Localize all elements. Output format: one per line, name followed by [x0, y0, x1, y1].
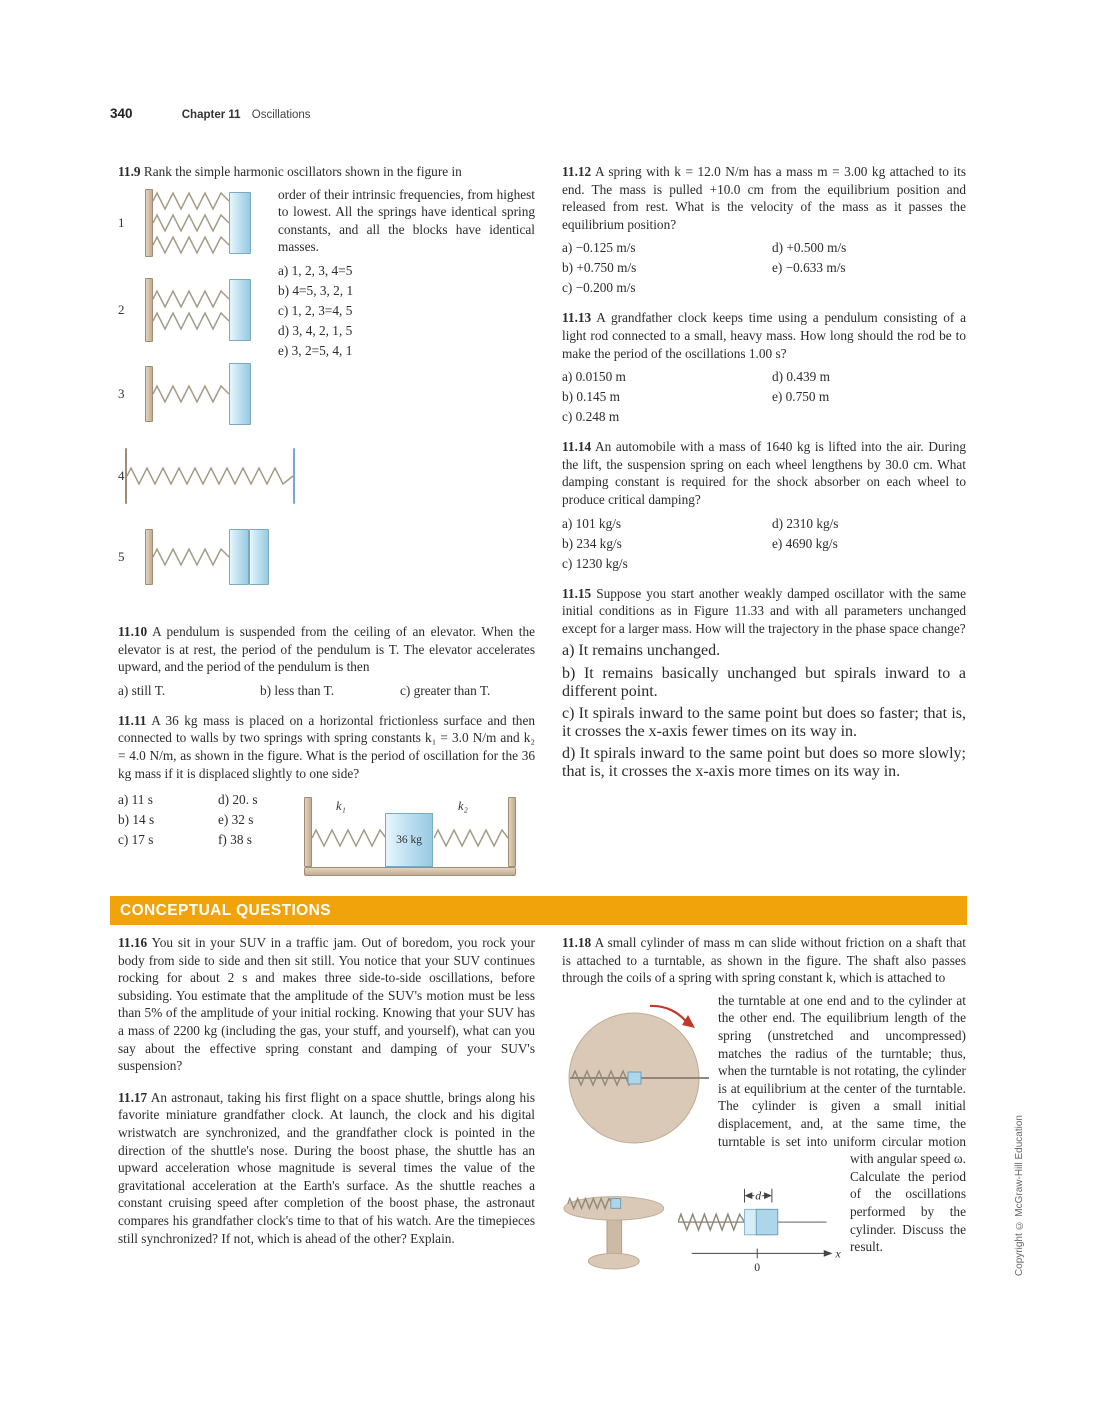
- problem-text: You sit in your SUV in a traffic jam. Out of boredom, you rock your body from side to side and then sit still. You notice that your SUV continues rocking for about 2 s and makes three side-to-side oscillations, before subsiding. You estimate that the amplitude of the SUV's motion must be less than 5% of the amplitude of your initial rocking. Knowing that your SUV has a mass of 2200 kg (including the gas, your stuff, and yourself), what can you say about the effective spring constant and damping of your SUV's suspension?: [118, 935, 535, 1074]
- problem-11-18: [562, 934, 966, 1280]
- oscillator-1: [118, 189, 278, 257]
- problem-number: 11.12: [562, 164, 592, 179]
- choice: c) 0.248 m: [562, 409, 620, 425]
- pedestal-base: [588, 1253, 639, 1269]
- oscillator-label: 5: [118, 549, 125, 564]
- spring: [153, 310, 229, 332]
- problem-number: 11.10: [118, 624, 148, 639]
- choice: b) +0.750 m/s: [562, 260, 637, 276]
- problem-body: [118, 934, 535, 1075]
- problem-number: 11.15: [562, 585, 592, 601]
- copyright-notice: Copyright © McGraw-Hill Education: [1014, 1115, 1025, 1277]
- turntable-top-view: [562, 994, 712, 1150]
- choice: c) greater than T.: [400, 682, 491, 698]
- mass-block: [229, 363, 251, 425]
- spring: [153, 288, 229, 310]
- spring-group: [127, 465, 293, 487]
- wall: [145, 189, 153, 257]
- oscillator-label: 1: [118, 215, 125, 230]
- problem-11-17: [118, 1089, 535, 1247]
- figure-11-9: [118, 189, 278, 608]
- figure-11-11: [304, 787, 516, 881]
- choice: a) −0.125 m/s: [562, 240, 636, 256]
- choice: c) It spirals inward to the same point but does so faster; that is, it crosses the x-axis fewer times on its way in.: [562, 705, 966, 740]
- conceptual-left-column: [118, 934, 535, 1258]
- problem-body: [562, 438, 966, 508]
- figure-turntable-top-view: [562, 994, 712, 1152]
- origin-label: 0: [753, 1260, 760, 1274]
- choice: c) 1, 2, 3=4, 5: [278, 302, 353, 318]
- problem-number: 11.17: [118, 1089, 148, 1105]
- problem-text: A small cylinder of mass m can slide without friction on a shaft that is attached to a turntable, as shown in the figure. The shaft also passes through the coils of a spring with spring constant k, which is attached to: [562, 935, 966, 986]
- spring-group: [153, 546, 229, 568]
- problem-text: order of their intrinsic frequencies, from highest to lowest. All the springs have identical spring constants, and all the blocks have identical masses.: [278, 186, 535, 255]
- spring: [153, 212, 229, 234]
- oscillator-label: 2: [118, 302, 125, 317]
- spring: [127, 465, 293, 487]
- choice: a) 1, 2, 3, 4=5: [278, 262, 353, 278]
- mass-block: [385, 813, 433, 867]
- spring-group: [153, 288, 229, 332]
- problem-11-9: [118, 163, 535, 612]
- mass-block: [293, 448, 295, 504]
- spring-constant-label-k1: k₁: [336, 799, 346, 814]
- choice: a) 11 s: [118, 792, 153, 808]
- spring: [153, 190, 229, 212]
- choice: d) +0.500 m/s: [772, 240, 847, 256]
- choices: [562, 642, 966, 780]
- choice: c) 17 s: [118, 832, 154, 848]
- choice: e) 4690 kg/s: [772, 535, 838, 551]
- choice: d) 2310 kg/s: [772, 515, 839, 531]
- dimension-arrowhead-icon: [744, 1192, 752, 1199]
- problem-11-16: [118, 934, 535, 1075]
- right-column: [562, 163, 966, 791]
- choice: b) It remains basically unchanged but spirals inward to a different point.: [562, 664, 966, 700]
- problem-number: 11.18: [562, 935, 592, 950]
- choice: a) 0.0150 m: [562, 369, 626, 385]
- problem-text: An astronaut, taking his first flight on a space shuttle, brings along his favorite miniature grandfather clock. At launch, the clock and his digital wristwatch are synchronized, and the grandfather clock is pointed in the direction of the shuttle's nose. During the boost phase, the shuttle has an upward acceleration whose magnitude is several times the value of the gravitational acceleration at the Earth's surface. As the shuttle reaches a constant cruising speed after completion of the boost phase, the astronaut compares his grandfather clock's time to that of his watch. Are the timepieces still synchronized? If not, which is ahead of the other? Explain.: [118, 1089, 535, 1246]
- problem-body: [562, 163, 966, 233]
- problem-11-12: [562, 163, 966, 298]
- oscillator-label: 4: [118, 468, 125, 483]
- spring: [434, 827, 508, 849]
- problem-body: [562, 585, 966, 638]
- choice: e) −0.633 m/s: [772, 260, 846, 276]
- oscillator-label: 3: [118, 386, 125, 401]
- problem-text: the turntable at one end and to the cylinder at the other end. The equilibrium length of the spring (unstretched and uncompressed) matches the radius of the turntable; thus, when the turntable is not rotating, the cylinder is at equilibrium at the center of the turntable. The cylinder is given a small initial displacement, and, at the same time, the turntable is set into uniform circular motion with angular speed ω. Calculate the period of the oscillations performed by the cylinder. Discuss the result.: [718, 992, 966, 1255]
- spring-group: [153, 190, 229, 256]
- choice: d) It spirals inward to the same point but does so more slowly; that is, it crosses the x-axis more times on its way in.: [562, 745, 966, 780]
- choice: c) 1230 kg/s: [562, 555, 628, 571]
- left-column: [118, 163, 535, 892]
- choice: b) 14 s: [118, 812, 155, 828]
- choices: [118, 681, 535, 701]
- displacement-detail-view: [678, 1176, 842, 1276]
- axis-arrowhead-icon: [823, 1250, 832, 1257]
- problem-11-11: [118, 712, 535, 881]
- cylinder: [611, 1198, 621, 1208]
- wall: [145, 278, 153, 342]
- problem-text: A 36 kg mass is placed on a horizontal frictionless surface and then connected to walls by two springs with spring constants k₁ = 3.0 N/m and k₂ = 4.0 N/m, as shown in the figure. What is the period of oscillation for the 36 kg mass if it is displaced slightly to one side?: [118, 712, 535, 781]
- problem-body: [562, 309, 966, 362]
- page-header: [110, 106, 311, 121]
- problem-11-14: [562, 438, 966, 573]
- choices: [562, 514, 966, 574]
- problem-intro: [118, 163, 535, 181]
- cylinder: [628, 1072, 641, 1084]
- spring-group: [153, 383, 229, 405]
- problem-number: 11.13: [562, 310, 592, 326]
- turntable-side-view: [562, 1172, 666, 1276]
- problem-11-10: [118, 623, 535, 701]
- problem-number: 11.11: [118, 712, 147, 728]
- conceptual-right-column: [562, 934, 966, 1291]
- mass-block: [249, 529, 269, 585]
- problem-number: 11.16: [118, 935, 148, 950]
- chapter-label: Chapter 11: [181, 109, 241, 121]
- choice: a) still T.: [118, 682, 166, 698]
- problem-number: 11.9: [118, 164, 141, 179]
- spring: [153, 383, 229, 405]
- choice: e) 32 s: [218, 812, 254, 828]
- spring: [153, 546, 229, 568]
- problem-body: [118, 623, 535, 676]
- choice: b) 4=5, 3, 2, 1: [278, 282, 354, 298]
- choice: b) 0.145 m: [562, 389, 620, 405]
- mass-label: 36 kg: [396, 834, 422, 847]
- problem-body: [118, 1089, 535, 1247]
- choices: [562, 367, 966, 427]
- mass-block: [229, 279, 251, 341]
- problem-body: [118, 712, 535, 782]
- mass-block: [229, 529, 249, 585]
- spring: [312, 827, 386, 849]
- choice: d) 0.439 m: [772, 369, 830, 385]
- choices-and-figure: [118, 787, 535, 881]
- floor: [304, 867, 516, 876]
- wall: [304, 797, 312, 867]
- wall: [145, 529, 153, 585]
- displacement-label: d: [754, 1189, 761, 1203]
- choice: a) It remains unchanged.: [562, 642, 721, 660]
- oscillator-5: [118, 527, 278, 587]
- problem-text: Suppose you start another weakly damped oscillator with the same initial conditions as in Figure 11.33 and with all parameters unchanged except for a larger mass. How will the trajectory in the phase space change?: [562, 585, 967, 636]
- choice: f) 38 s: [218, 832, 252, 848]
- rotation-arrowhead-icon: [682, 1015, 695, 1028]
- problem-11-13: [562, 309, 966, 427]
- chapter-title: Oscillations: [251, 109, 311, 121]
- wall: [508, 797, 516, 867]
- problem-text: An automobile with a mass of 1640 kg is lifted into the air. During the lift, the suspension spring on each wheel lengthens by 30.0 cm. What damping constant is required for the shock absorber on each wheel to produce critical damping?: [562, 439, 966, 507]
- wall: [145, 366, 153, 422]
- problem-text: Rank the simple harmonic oscillators shown in the figure in: [143, 164, 462, 179]
- choice: b) less than T.: [260, 682, 335, 698]
- oscillator-4: [118, 446, 278, 506]
- pedestal: [607, 1220, 622, 1257]
- figure-turntable-side-and-detail: [562, 1156, 842, 1276]
- spring: [153, 234, 229, 256]
- problem-intro: [562, 934, 966, 987]
- problem-text: A grandfather clock keeps time using a pendulum consisting of a light rod connected to a small, heavy mass. How long should the rod be to make the period of the oscillations 1.00 s?: [562, 310, 966, 361]
- choice: e) 3, 2=5, 4, 1: [278, 342, 353, 358]
- section-title: CONCEPTUAL QUESTIONS: [120, 901, 331, 919]
- choice: b) 234 kg/s: [562, 535, 622, 551]
- choices: [118, 790, 302, 850]
- page-number: 340: [110, 106, 133, 121]
- mass-block: [229, 192, 251, 254]
- oscillator-2: [118, 278, 278, 342]
- choices: [278, 261, 535, 361]
- problem-text: A spring with k = 12.0 N/m has a mass m = 3.00 kg attached to its end. The mass is pulled +10.0 cm from the equilibrium position and released from rest. What is the velocity of the mass as it passes the equilibrium position?: [562, 164, 966, 232]
- spring-constant-label-k2: k₂: [458, 799, 468, 814]
- choice: d) 20. s: [218, 792, 258, 808]
- choice: c) −0.200 m/s: [562, 280, 636, 296]
- problem-body: [278, 186, 535, 361]
- x-axis-label: x: [835, 1247, 841, 1261]
- choice: d) 3, 4, 2, 1, 5: [278, 322, 353, 338]
- choice: e) 0.750 m: [772, 389, 830, 405]
- choice: a) 101 kg/s: [562, 515, 622, 531]
- problem-11-15: [562, 585, 966, 781]
- cylinder: [756, 1209, 778, 1234]
- oscillator-3: [118, 363, 278, 425]
- problem-text: A pendulum is suspended from the ceiling of an elevator. When the elevator is at rest, the period of the pendulum is T. The elevator accelerates upward, and the period of the pendulum is then: [118, 624, 536, 675]
- problem-number: 11.14: [562, 439, 592, 455]
- choices: [562, 238, 966, 298]
- section-banner: [110, 896, 967, 925]
- dimension-arrowhead-icon: [764, 1192, 772, 1199]
